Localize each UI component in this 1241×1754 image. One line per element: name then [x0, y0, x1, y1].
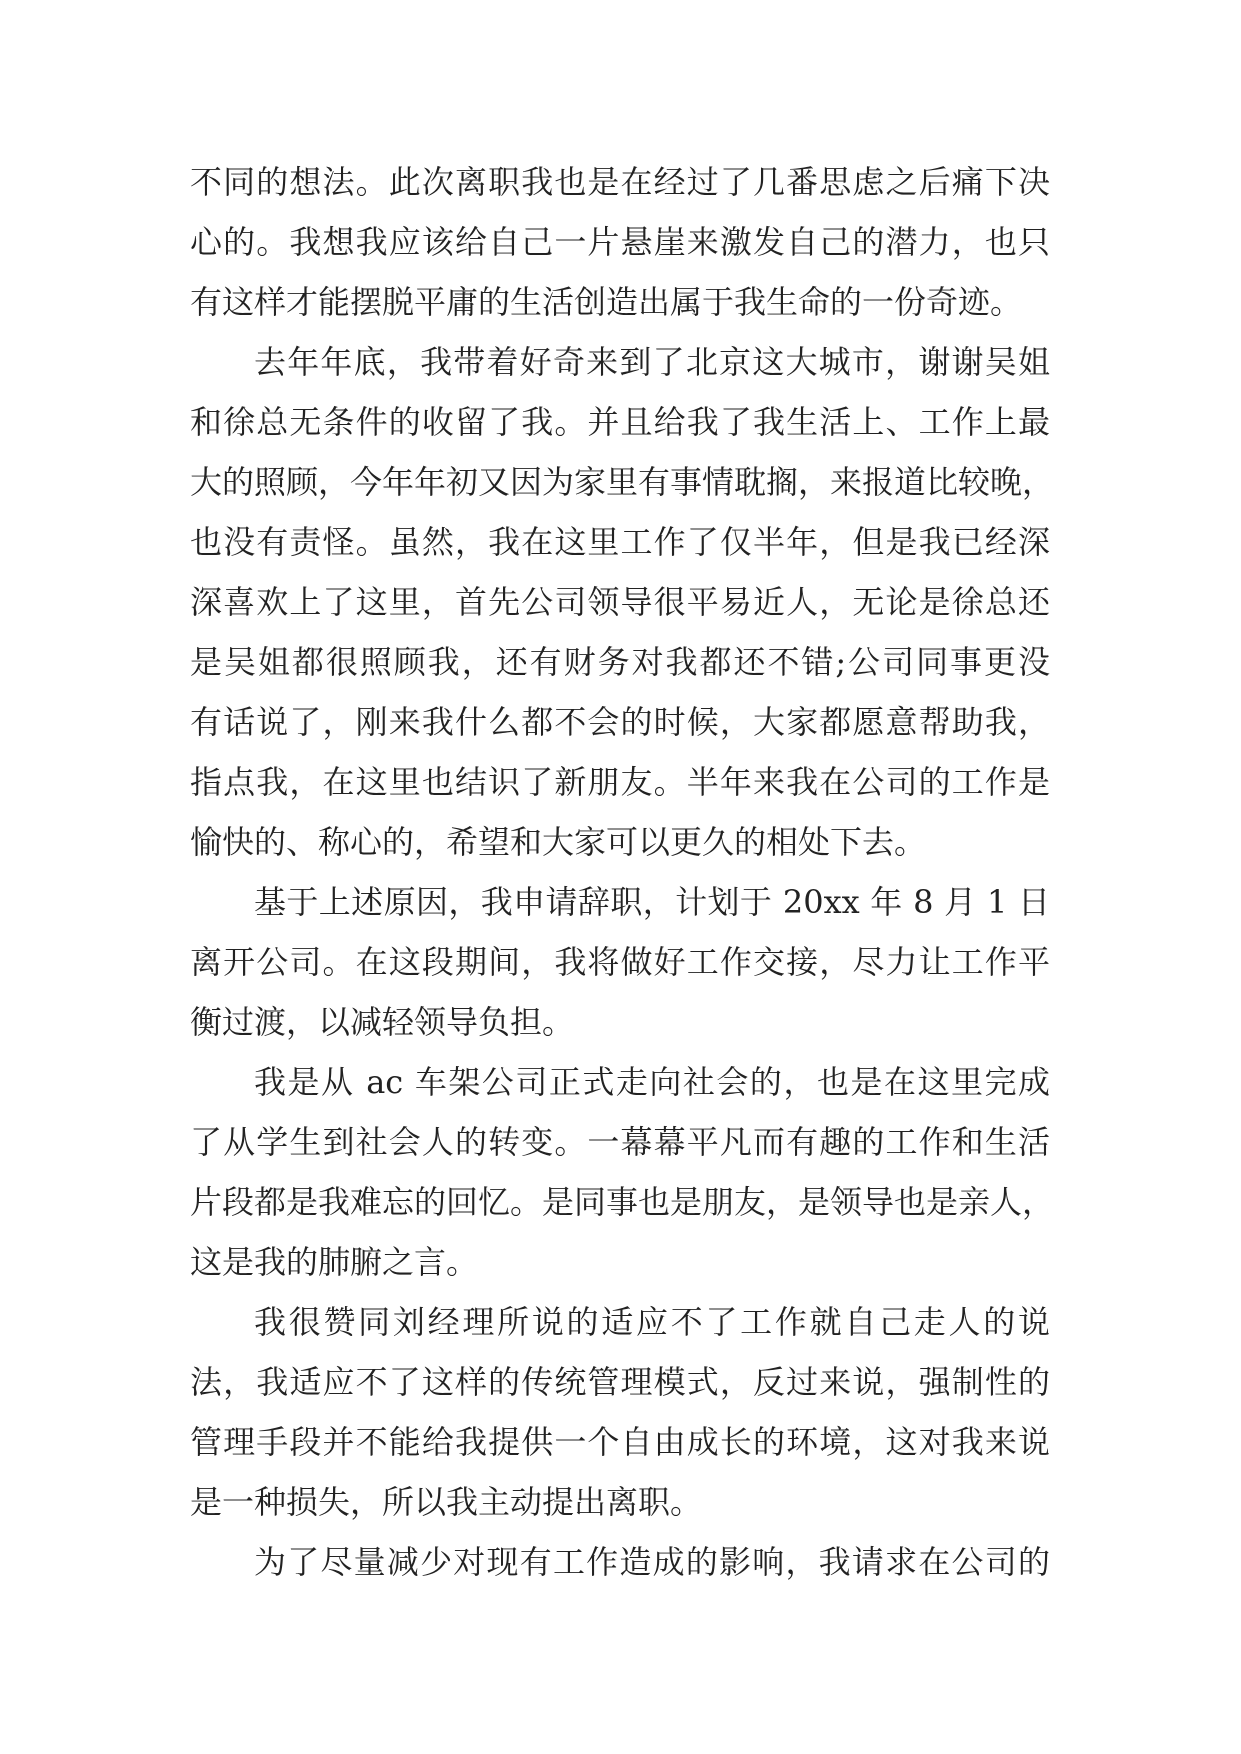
- text-line: 我很赞同刘经理所说的适应不了工作就自己走人的说: [254, 1303, 1050, 1341]
- text-line: 衡过渡，以减轻领导负担。: [190, 1003, 575, 1041]
- text-line: 有话说了，刚来我什么都不会的时候，大家都愿意帮助我，: [190, 703, 1050, 741]
- text-line: 不同的想法。此次离职我也是在经过了几番思虑之后痛下决: [190, 163, 1050, 201]
- text-line: 深喜欢上了这里，首先公司领导很平易近人，无论是徐总还: [190, 583, 1050, 621]
- text-line: 指点我，在这里也结识了新朋友。半年来我在公司的工作是: [190, 763, 1050, 801]
- text-line: 有这样才能摆脱平庸的生活创造出属于我生命的一份奇迹。: [190, 283, 1023, 321]
- text-line: 是一种损失，所以我主动提出离职。: [190, 1483, 703, 1521]
- text-line: 为了尽量减少对现有工作造成的影响，我请求在公司的: [254, 1543, 1050, 1581]
- text-line: 我是从 ac 车架公司正式走向社会的，也是在这里完成: [254, 1063, 1050, 1101]
- text-line: 片段都是我难忘的回忆。是同事也是朋友，是领导也是亲人，: [190, 1183, 1055, 1221]
- text-line: 了从学生到社会人的转变。一幕幕平凡而有趣的工作和生活: [190, 1123, 1050, 1161]
- text-line: 大的照顾，今年年初又因为家里有事情耽搁，来报道比较晚，: [190, 463, 1055, 501]
- text-line: 去年年底，我带着好奇来到了北京这大城市，谢谢吴姐: [254, 343, 1050, 381]
- text-line: 心的。我想我应该给自己一片悬崖来激发自己的潜力，也只: [190, 223, 1050, 261]
- text-line: 也没有责怪。虽然，我在这里工作了仅半年，但是我已经深: [190, 523, 1050, 561]
- text-line: 这是我的肺腑之言。: [190, 1243, 479, 1281]
- document-body: [190, 152, 1055, 1592]
- text-line: 基于上述原因，我申请辞职，计划于 20xx 年 8 月 1 日: [254, 883, 1050, 921]
- text-line: 法，我适应不了这样的传统管理模式，反过来说，强制性的: [190, 1363, 1050, 1401]
- text-line: 和徐总无条件的收留了我。并且给我了我生活上、工作上最: [190, 403, 1050, 441]
- text-line: 是吴姐都很照顾我，还有财务对我都还不错;公司同事更没: [190, 643, 1050, 681]
- text-line: 管理手段并不能给我提供一个自由成长的环境，这对我来说: [190, 1423, 1050, 1461]
- text-line: 愉快的、称心的，希望和大家可以更久的相处下去。: [190, 823, 927, 861]
- text-line: 离开公司。在这段期间，我将做好工作交接，尽力让工作平: [190, 943, 1050, 981]
